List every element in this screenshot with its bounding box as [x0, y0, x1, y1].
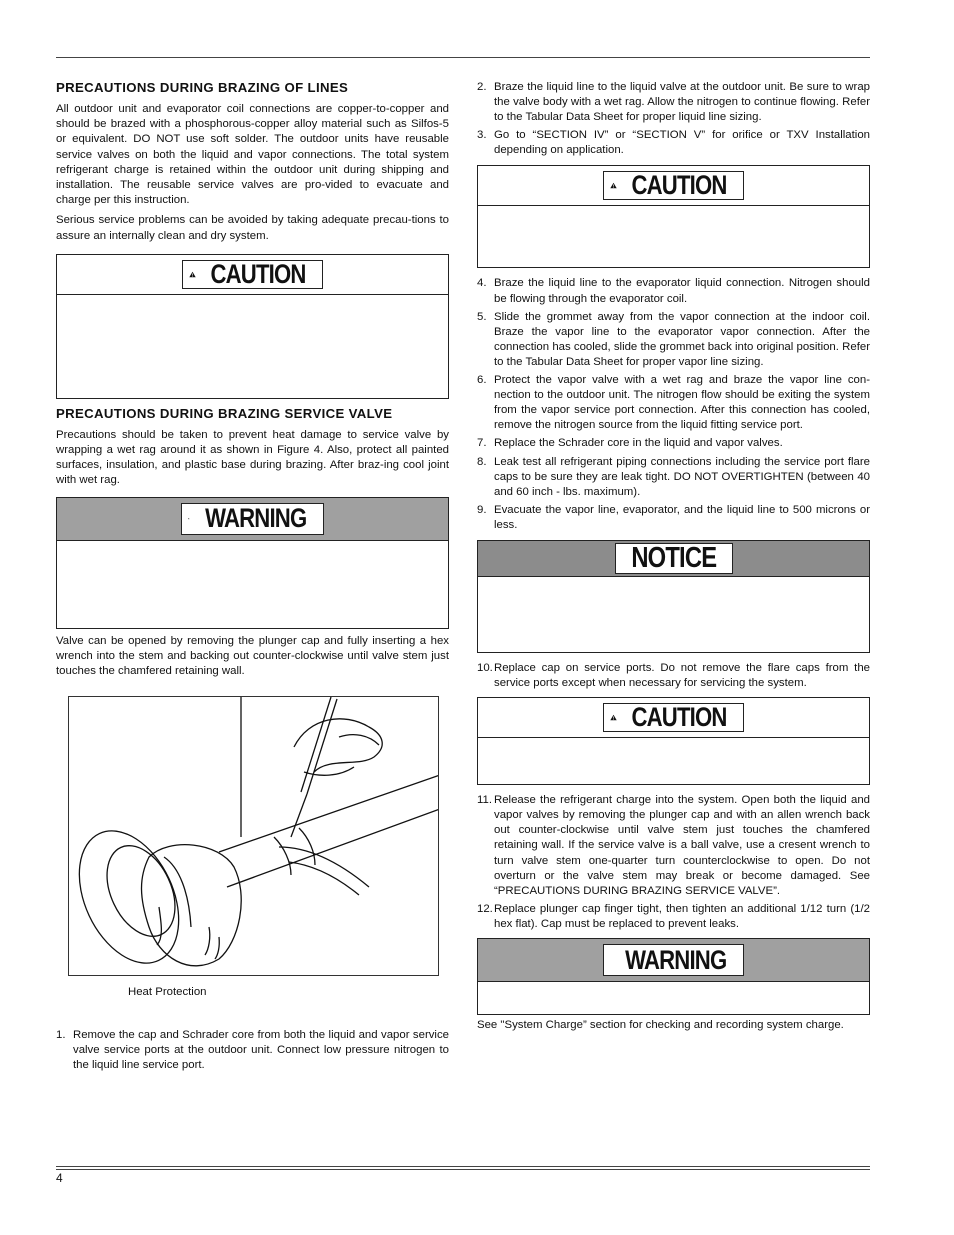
step-number: 6. [477, 374, 487, 387]
step-item [477, 310, 870, 370]
notice-label: NOTICE [631, 541, 716, 574]
caution-badge [603, 171, 744, 200]
caution-header [478, 698, 869, 738]
paragraph-heat-damage: Precautions should be taken to prevent heat damage to service valve by wrapping a wet rag around it as shown in Figure 4. Also, protect all painted surfaces, insulation, and plastic base during brazing. After braz-ing cool joint with wet rag. [56, 428, 449, 487]
warning-label: WARNING [204, 503, 306, 534]
warning-triangle-icon [610, 176, 617, 195]
paragraph-connections: All outdoor unit and evaporator coil connections are copper-to-copper and should be brazed with a phosphorous-copper alloy material such as Silfos-5 or equivalent. DO NOT use soft solder. The outdoor units have reusable service valves on both the liquid and vapor connections. The total system refrigerant charge is retained within the outdoor unit during shipping and installation. The reusable service valves are pro-vided to evacuate and charge per this instruction. [56, 103, 449, 207]
step-text: Replace the Schrader core in the liquid and vapor valves. [494, 437, 783, 450]
step-item [477, 80, 870, 125]
heat-protection-figure [68, 696, 439, 976]
caution-label: CAUTION [210, 258, 306, 289]
paragraph-system-charge: See "System Charge” section for checking and recording system charge. [477, 1019, 844, 1031]
step-text: Replace plunger cap finger tight, then tighten an additional 1/12 turn (1/2 hex flat). Cap must be replaced to prevent leaks. [494, 902, 870, 930]
footer-rule [56, 1166, 870, 1167]
step-item [477, 455, 870, 500]
warning-badge [181, 503, 324, 535]
caution-header [478, 166, 869, 206]
step-text: Protect the vapor valve with a wet rag and braze the vapor line con-nection to the outdoor unit. The nitrogen flow should be exiting the system from the vapor service port connection. After this connection has cooled, remove the nitrogen source from the liquid fitting service port. [494, 374, 870, 432]
caution-label: CAUTION [631, 702, 727, 733]
step-text: Go to “SECTION IV” or “SECTION V” for orifice or TXV Installation depending on application. [494, 129, 870, 157]
warning-header [478, 939, 869, 982]
step-number: 1. [56, 1029, 66, 1042]
step-item [477, 503, 870, 533]
step-text: Evacuate the vapor line, evaporator, and the liquid line to 500 microns or less. [494, 503, 870, 531]
step-text: Braze the liquid line to the evaporator liquid connection. Nitrogen should be flowing through the evaporator coil. [494, 277, 870, 305]
step-number: 5. [477, 310, 487, 323]
step-number: 3. [477, 129, 487, 142]
step-item [477, 793, 870, 899]
warning-triangle-icon [189, 265, 196, 284]
notice-header [478, 541, 869, 577]
steps-list-4 [477, 661, 870, 691]
step-number: 8. [477, 455, 487, 468]
step-item [477, 276, 870, 306]
step-number: 7. [477, 437, 487, 450]
caution-box-3 [477, 697, 870, 785]
step-text: Remove the cap and Schrader core from both the liquid and vapor service valve service ports at the outdoor unit. Connect low pressure nitrogen to the liquid line service port. [73, 1029, 449, 1072]
step-number: 12. [477, 902, 493, 915]
step-text: Replace cap on service ports. Do not remove the flare caps from the service ports except when necessary for servicing the system. [494, 661, 870, 690]
left-column [56, 80, 449, 1077]
step-item [477, 128, 870, 158]
step-number: 11. [477, 794, 492, 807]
step-item [477, 436, 870, 451]
heading-brazing-service-valve: PRECAUTIONS DURING BRAZING SERVICE VALVE [56, 405, 393, 421]
caution-box-1 [56, 254, 449, 399]
warning-label: WARNING [624, 944, 727, 975]
header-rule [56, 57, 870, 58]
brazing-illustration [69, 697, 439, 976]
warning-box-2 [477, 938, 870, 1015]
footer-rule [56, 1169, 870, 1170]
notice-box [477, 540, 870, 653]
notice-badge [615, 543, 733, 574]
step-number: 9. [477, 503, 487, 516]
steps-list-2 [477, 80, 870, 158]
warning-badge [603, 944, 744, 976]
warning-triangle-icon [610, 708, 617, 727]
figure-caption: Heat Protection [128, 986, 207, 999]
steps-list-5 [477, 793, 870, 932]
step-text: Release the refrigerant charge into the system. Open both the liquid and vapor valves by removing the plunger cap and with an allen wrench back out counter-clockwise until valve stem just touches the chamfered retaining wall. If the service valve is a ball valve, use a cresent wrench to turn valve stem one-quarter turn counterclockwise to open. Do not overturn or the valve stem may break or become damaged. See “PRECAUTIONS DURING BRAZING SERVICE VALVE”. [494, 794, 870, 897]
caution-badge [603, 703, 744, 732]
step-number: 10. [477, 661, 493, 674]
caution-label: CAUTION [631, 170, 727, 201]
step-text: Braze the liquid line to the liquid valve at the outdoor unit. Be sure to wrap the valve body with a wet rag. Allow the nitrogen to continue flowing. Refer to the Tabular Data Sheet for proper liquid line sizing. [494, 81, 870, 124]
paragraph-valve-opening: Valve can be opened by removing the plunger cap and fully inserting a hex wrench into the stem and backing out counter-clockwise until valve stem just touches the chamfered retaining wall. [56, 634, 449, 678]
step-text: Slide the grommet away from the vapor connection at the indoor coil. Braze the vapor line to the evaporator vapor connection. After the connection has cooled, slide the grommet back into original position. Refer to the Tabular Data Sheet for proper vapor line sizing. [494, 310, 870, 368]
step-item [56, 1028, 449, 1073]
caution-badge [182, 260, 323, 289]
step-number: 2. [477, 81, 487, 93]
step-item [477, 902, 870, 932]
right-column [477, 80, 870, 1033]
heading-brazing-lines: PRECAUTIONS DURING BRAZING OF LINES [56, 80, 349, 95]
step-item [477, 661, 870, 691]
caution-box-2 [477, 165, 870, 268]
page-number: 4 [56, 1171, 63, 1185]
step-text: Leak test all refrigerant piping connections including the service port flare caps to be sure they are leak tight. DO NOT OVERTIGHTEN (between 40 and 60 inch - lbs. maximum). [494, 455, 870, 498]
steps-list-1 [56, 1028, 449, 1073]
caution-header [57, 255, 448, 295]
step-number: 4. [477, 277, 487, 290]
steps-list-3 [477, 276, 870, 533]
step-item [477, 373, 870, 433]
paragraph-service-problems: Serious service problems can be avoided by taking adequate precau-tions to assure an internally clean and dry system. [56, 214, 449, 242]
warning-header [57, 498, 448, 541]
warning-triangle-icon [188, 509, 190, 528]
warning-box-1 [56, 497, 449, 629]
